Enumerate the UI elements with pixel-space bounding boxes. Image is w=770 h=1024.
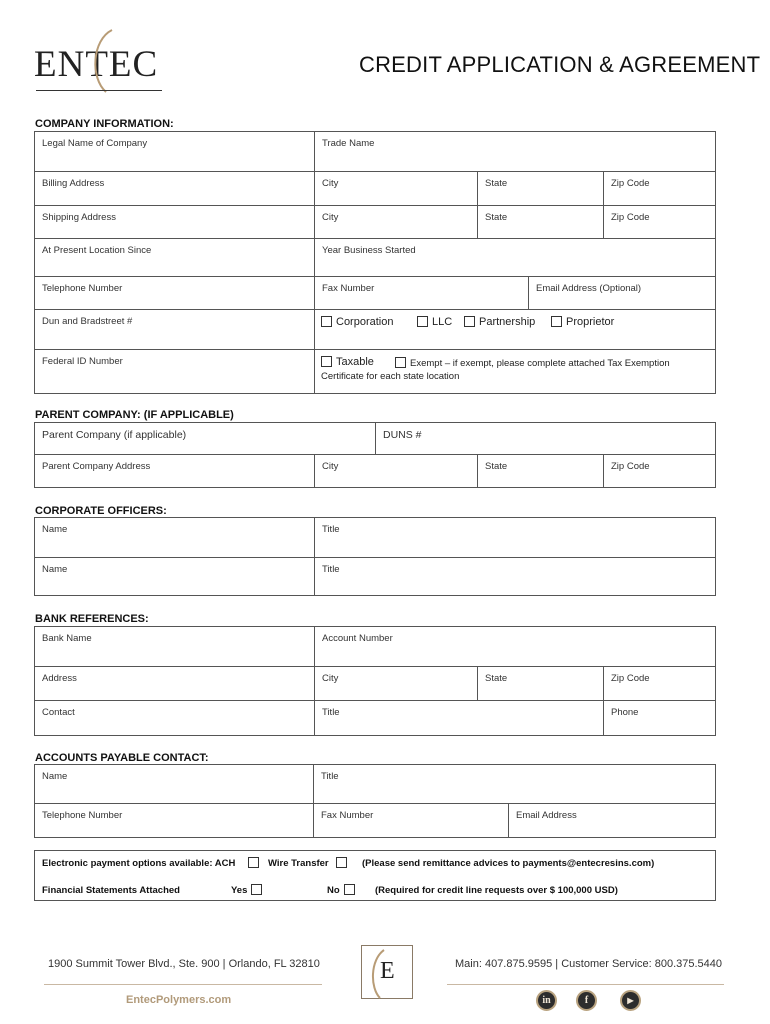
entec-emblem — [361, 945, 413, 999]
wire-transfer-checkbox-icon[interactable] — [336, 857, 347, 868]
table-row — [35, 349, 715, 393]
shipping-address-field[interactable]: Shipping Address — [42, 212, 116, 223]
checkbox-icon[interactable] — [395, 357, 406, 368]
tax-status-group — [314, 350, 715, 393]
page-title: CREDIT APPLICATION & AGREEMENT — [359, 52, 761, 77]
ap-fax-field[interactable]: Fax Number — [313, 804, 508, 837]
table-row — [35, 557, 715, 595]
table-row — [35, 518, 715, 557]
billing-address-field[interactable]: Billing Address — [42, 178, 105, 189]
logo-swoosh-icon — [34, 28, 166, 94]
logo-underline — [36, 90, 162, 91]
table-row — [35, 454, 715, 487]
table-row — [35, 627, 715, 666]
exempt-note: Certificate for each state location — [321, 371, 460, 382]
officer-title-field[interactable]: Title — [314, 558, 715, 595]
payment-options-label: Electronic payment options available: ACH — [42, 858, 236, 869]
bank-state-field[interactable]: State — [477, 667, 603, 700]
table-row — [35, 700, 715, 735]
federal-id-field[interactable]: Federal ID Number — [42, 356, 123, 367]
bank-zip-field[interactable]: Zip Code — [603, 667, 715, 700]
present-location-field[interactable]: At Present Location Since — [42, 245, 152, 256]
no-checkbox-icon[interactable] — [344, 884, 355, 895]
bank-city-field[interactable]: City — [314, 667, 477, 700]
website-link[interactable]: EntecPolymers.com — [126, 994, 232, 1006]
bank-name-field[interactable]: Bank Name — [42, 633, 92, 644]
footer-divider — [44, 984, 322, 985]
trade-name-field[interactable]: Trade Name — [314, 132, 715, 171]
corporation-option[interactable]: Corporation — [321, 316, 393, 328]
required-note: (Required for credit line requests over $ 100,000 USD) — [375, 885, 618, 896]
shipping-city-field[interactable]: City — [314, 206, 477, 238]
table-row — [35, 132, 715, 171]
bank-table — [34, 626, 716, 736]
parent-address-field[interactable]: Parent Company Address — [42, 461, 151, 472]
yes-label: Yes — [231, 885, 248, 896]
shipping-state-field[interactable]: State — [477, 206, 603, 238]
entec-logo — [34, 28, 166, 94]
entity-type-group — [314, 310, 715, 349]
footer-phones: Main: 407.875.9595 | Customer Service: 800.375.5440 — [455, 958, 723, 970]
proprietor-option[interactable]: Proprietor — [551, 316, 614, 328]
bank-title-field[interactable]: Title — [314, 701, 603, 735]
officers-table — [34, 517, 716, 596]
partnership-option[interactable]: Partnership — [464, 316, 535, 328]
parent-company-name-field[interactable]: Parent Company (if applicable) — [42, 429, 187, 441]
email-field[interactable]: Email Address (Optional) — [528, 277, 715, 309]
table-row — [35, 423, 715, 454]
facebook-icon[interactable]: f — [576, 990, 597, 1011]
legal-name-field[interactable]: Legal Name of Company — [42, 138, 148, 149]
llc-option[interactable]: LLC — [417, 316, 452, 328]
ap-telephone-field[interactable]: Telephone Number — [42, 810, 123, 821]
officer-name-field[interactable]: Name — [42, 524, 68, 535]
financial-statements-label: Financial Statements Attached — [42, 885, 180, 896]
youtube-icon[interactable]: ▶ — [620, 990, 641, 1011]
payment-box — [34, 850, 716, 901]
linkedin-icon[interactable]: in — [536, 990, 557, 1011]
officer-name-field[interactable]: Name — [42, 564, 68, 575]
parent-company-table — [34, 422, 716, 488]
checkbox-icon[interactable] — [321, 356, 332, 367]
billing-city-field[interactable]: City — [314, 172, 477, 205]
telephone-field[interactable]: Telephone Number — [42, 283, 123, 294]
parent-duns-field[interactable]: DUNS # — [375, 423, 715, 454]
table-row — [35, 238, 715, 276]
checkbox-icon[interactable] — [417, 316, 428, 327]
checkbox-icon[interactable] — [551, 316, 562, 327]
shipping-zip-field[interactable]: Zip Code — [603, 206, 715, 238]
footer-divider — [447, 984, 724, 985]
parent-zip-field[interactable]: Zip Code — [603, 455, 715, 487]
account-number-field[interactable]: Account Number — [314, 627, 715, 666]
table-row — [35, 803, 715, 837]
taxable-option[interactable]: Taxable — [321, 356, 374, 368]
parent-company-heading: PARENT COMPANY: (IF APPLICABLE) — [35, 409, 234, 421]
ap-name-field[interactable]: Name — [42, 771, 68, 782]
fax-field[interactable]: Fax Number — [314, 277, 528, 309]
company-info-heading: COMPANY INFORMATION: — [35, 118, 174, 130]
bank-address-field[interactable]: Address — [42, 673, 77, 684]
ach-checkbox-icon[interactable] — [248, 857, 259, 868]
ap-contact-table — [34, 764, 716, 838]
exempt-option[interactable]: Exempt – if exempt, please complete attached Tax Exemption — [395, 357, 670, 369]
checkbox-icon[interactable] — [464, 316, 475, 327]
table-row — [35, 666, 715, 700]
ap-title-field[interactable]: Title — [313, 765, 715, 803]
bank-heading: BANK REFERENCES: — [35, 613, 149, 625]
checkbox-icon[interactable] — [321, 316, 332, 327]
duns-field[interactable]: Dun and Bradstreet # — [42, 316, 133, 327]
officers-heading: CORPORATE OFFICERS: — [35, 505, 167, 517]
remittance-note: (Please send remittance advices to payments@entecresins.com) — [362, 858, 655, 869]
bank-phone-field[interactable]: Phone — [603, 701, 715, 735]
billing-zip-field[interactable]: Zip Code — [603, 172, 715, 205]
emblem-letter: E — [380, 958, 395, 984]
ap-email-field[interactable]: Email Address — [508, 804, 715, 837]
wire-transfer-label: Wire Transfer — [268, 858, 329, 869]
logo-wordmark: ENTEC — [34, 44, 159, 85]
officer-title-field[interactable]: Title — [314, 518, 715, 557]
footer-address: 1900 Summit Tower Blvd., Ste. 900 | Orlando, FL 32810 — [48, 958, 320, 970]
no-label: No — [327, 885, 340, 896]
parent-state-field[interactable]: State — [477, 455, 603, 487]
table-row — [35, 171, 715, 205]
yes-checkbox-icon[interactable] — [251, 884, 262, 895]
table-row — [35, 309, 715, 349]
bank-contact-field[interactable]: Contact — [42, 707, 75, 718]
table-row — [35, 205, 715, 238]
year-started-field[interactable]: Year Business Started — [314, 239, 715, 276]
parent-city-field[interactable]: City — [314, 455, 477, 487]
billing-state-field[interactable]: State — [477, 172, 603, 205]
table-row — [35, 765, 715, 803]
table-row — [35, 276, 715, 309]
company-info-table — [34, 131, 716, 394]
ap-contact-heading: ACCOUNTS PAYABLE CONTACT: — [35, 752, 209, 764]
